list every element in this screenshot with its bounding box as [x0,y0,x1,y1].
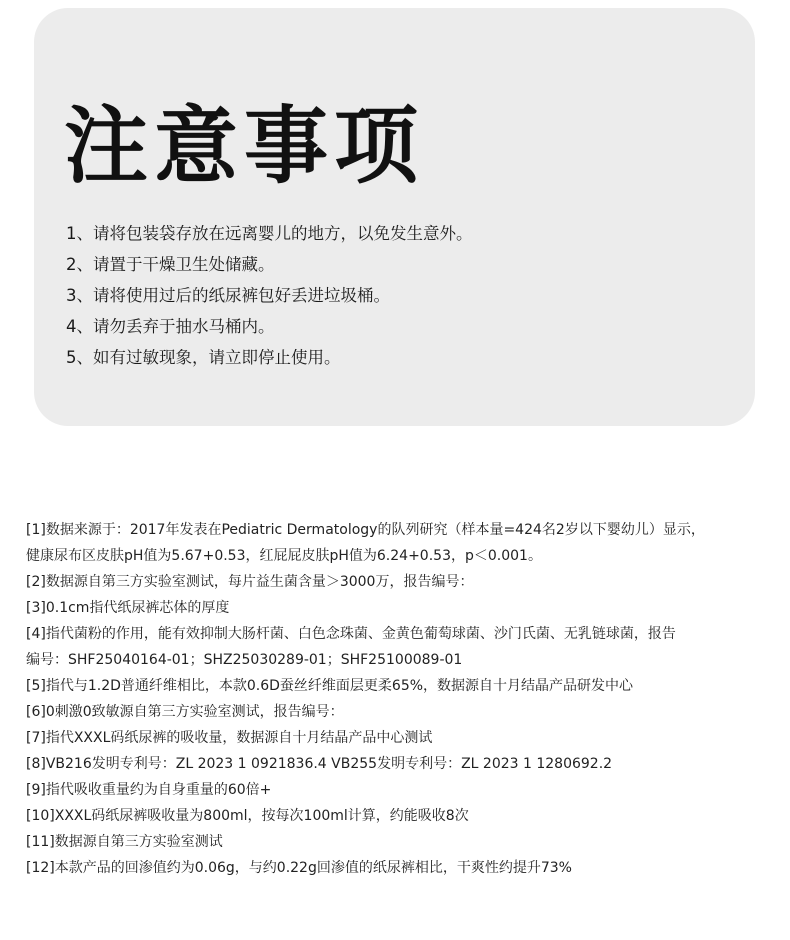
footnote-7: [7]指代XXXL码纸尿裤的吸收量，数据源自十月结晶产品中心测试 [26,730,433,746]
footnote-10: [10]XXXL码纸尿裤吸收量为800ml，按每次100ml计算，约能吸收8次 [26,808,469,824]
footnote-3: [3]0.1cm指代纸尿裤芯体的厚度 [26,600,230,616]
footnote-1: [1]数据来源于：2017年发表在Pediatric Dermatology的队列研究（样本量=424名2岁以下婴幼儿）显示， 健康尿布区皮肤pH值为5.67+0.53，红屁屁皮肤pH值为6.24+0.53，p＜0.001。 [26,522,705,564]
notice-list [66,218,473,373]
notice-item: 3、请将使用过后的纸尿裤包好丢进垃圾桶。 [66,286,390,305]
notice-card [34,8,755,426]
footnote-2: [2]数据源自第三方实验室测试，每片益生菌含量＞3000万，报告编号： [26,574,474,590]
notice-item: 5、如有过敏现象，请立即停止使用。 [66,348,341,367]
notice-item: 2、请置于干燥卫生处储藏。 [66,255,275,274]
notice-title: 注意事项 [64,97,425,195]
footnote-9: [9]指代吸收重量约为自身重量的60倍+ [26,782,272,798]
footnotes-list [26,517,774,881]
notice-item: 1、请将包装袋存放在远离婴儿的地方，以免发生意外。 [66,224,473,243]
footnote-8: [8]VB216发明专利号：ZL 2023 1 0921836.4 VB255发明专利号：ZL 2023 1 1280692.2 [26,756,613,772]
footnote-6: [6]0刺激0致敏源自第三方实验室测试，报告编号： [26,704,344,720]
footnote-11: [11]数据源自第三方实验室测试 [26,834,223,850]
footnote-4: [4]指代菌粉的作用，能有效抑制大肠杆菌、白色念珠菌、金黄色葡萄球菌、沙门氏菌、无乳链球菌，报告 编号：SHF25040164-01；SHZ25030289-01；SHF25100089-01 [26,626,676,668]
notice-item: 4、请勿丢弃于抽水马桶内。 [66,317,275,336]
footnote-5: [5]指代与1.2D普通纤维相比，本款0.6D蚕丝纤维面层更柔65%，数据源自十月结晶产品研发中心 [26,678,634,694]
footnote-12: [12]本款产品的回渗值约为0.06g，与约0.22g回渗值的纸尿裤相比，干爽性约提升73% [26,860,572,876]
